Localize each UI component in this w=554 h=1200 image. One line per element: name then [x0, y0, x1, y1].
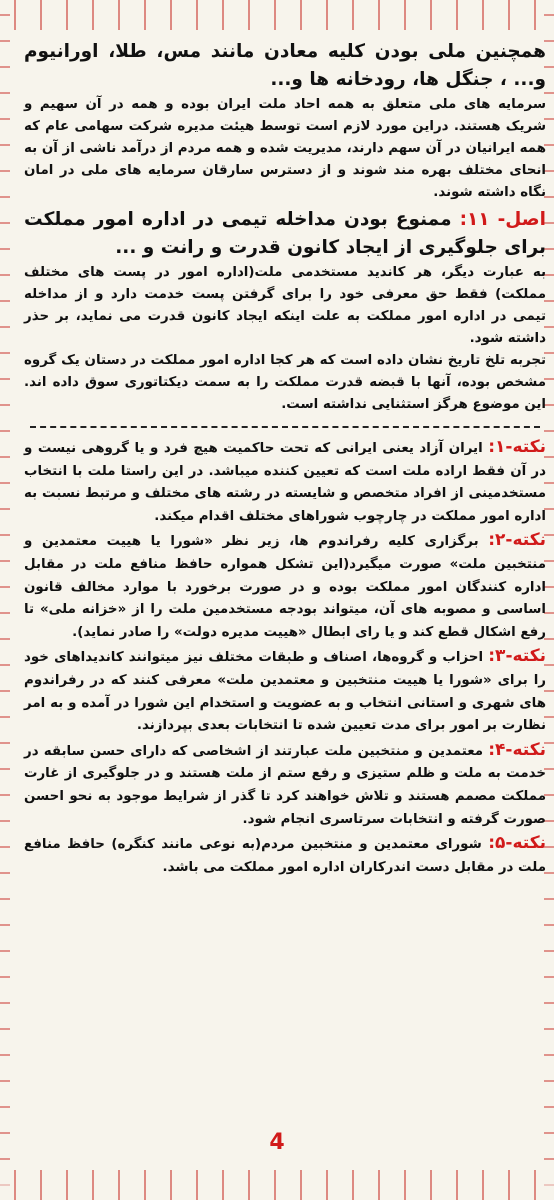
note-1 — [24, 436, 546, 528]
note-3-text: احزاب و گروه‌ها، اصناف و طبقات مختلف نیز میتوانند کاندیداهای خود را برای «شورا یا هییت منتخبین و معتمدین ملت» معرفی کنند که در رفراندوم های شهری و استانی انتخاب و به عضویت و استخدام این شورا در آمده و به امر نظارت بر امور برای مدت تعیین شده تا انتخابات بعدی بپردازند. — [24, 650, 546, 734]
section-heading: همچنین ملی بودن کلیه معادن مانند مس، طلا، اورانیوم و... ، جنگل ها، رودخانه ها و... — [24, 41, 546, 90]
dashed-divider — [30, 426, 540, 428]
top-decorative-border — [0, 0, 554, 30]
article-11-label: اصل- ۱۱: — [459, 209, 546, 230]
page-number: 4 — [269, 1130, 285, 1155]
note-1-label: نکته-۱: — [488, 437, 546, 457]
document-page — [24, 38, 546, 880]
note-4-label: نکته-۴: — [488, 739, 546, 760]
note-5 — [24, 832, 546, 879]
article-11-text: ممنوع بودن مداخله تیمی در اداره امور مملکت برای جلوگیری از ایجاد کانون قدرت و رانت و ... — [24, 209, 546, 258]
note-3 — [24, 645, 546, 737]
note-4-text: معتمدین و منتخبین ملت عبارتند از اشخاصی که دارای حسن سابقه در خدمت به ملت و ظلم ستیزی و رفع ستم از ملت هستند و در جلوگیری از غارت مملکت مصمم هستند و تلاش خواهند کرد تا گذر از شرایط موجود به نحو احسن صورت گرفته و انتخابات سرتاسری انجام شود. — [24, 743, 546, 827]
note-2 — [24, 529, 546, 644]
note-5-text: شورای معتمدین و منتخبین مردم(به نوعی مانند کنگره) حافظ منافع ملت در مقابل دست اندرکاران اداره امور مملکت می باشد. — [24, 837, 546, 875]
paragraph-national-assets: سرمایه های ملی متعلق به همه احاد ملت ایران بوده و همه در آن سهیم و شریک هستند. دراین مورد لازم است توسط هیئت مدیره شرکت سهامی عام که همه ایرانیان در آن سهم دارند، مدیریت شده و همه مردم از درآمد ناشی از آن به انحای مختلف بهره مند شوند و از دسترس سارقان سرمایه های ملی در امان نگاه داشته شوند. — [24, 97, 546, 200]
note-2-text: برگزاری کلیه رفراندوم ها، زیر نظر «شورا یا هییت معتمدین و منتخبین ملت» صورت میگیرد(این تشکل همواره حافظ منافع ملت در مقابل اداره کنندگان امور مملکت بوده و در صورت برخورد با موارد مخالف قانون اساسی و مصوبه های آن، میتواند بودجه مستخدمین ملت را از «خزانه ملی» تا رفع اشکال قطع کند و یا رای ابطال «هییت مدیره دولت» را صادر نماید). — [24, 534, 546, 640]
note-1-text: ایران آزاد یعنی ایرانی که تحت حاکمیت هیچ فرد و یا گروهی نیست و در آن فقط اراده ملت است که تعیین کننده میباشد. در این راستا ملت با انتخاب مستخدمینی از افراد متخصص و شایسته در رشته های مختلف و مرتبط نسبت به اداره امور مملکت در چارچوب شوراهای مختلف اقدام میکند. — [24, 441, 546, 524]
left-decorative-border — [0, 0, 10, 1200]
paragraph-team-intervention: به عبارت دیگر، هر کاندید مستخدمی ملت(اداره امور در پست های مختلف مملکت) فقط حق معرفی خود را برای گرفتن پست خدمت دارد و از مداخله تیمی در اداره امور مملکت به علت اینکه ایجاد کانون قدرت می نماید، بر حذر داشته شود. — [24, 265, 546, 346]
bottom-decorative-border — [0, 1170, 554, 1200]
note-2-label: نکته-۲: — [488, 530, 546, 551]
note-4 — [24, 739, 546, 831]
note-3-label: نکته-۳: — [488, 646, 547, 667]
article-11-title — [24, 206, 546, 262]
note-5-label: نکته-۵: — [488, 833, 546, 854]
paragraph-history-lesson: تجربه تلخ تاریخ نشان داده است که هر کجا اداره امور مملکت در دستان یک گروه مشخص بوده، آنها با قبضه قدرت مملکت را به سمت دیکتاتوری سوق داده اند. این موضوع هرگز استثنایی نداشته است. — [24, 353, 546, 412]
